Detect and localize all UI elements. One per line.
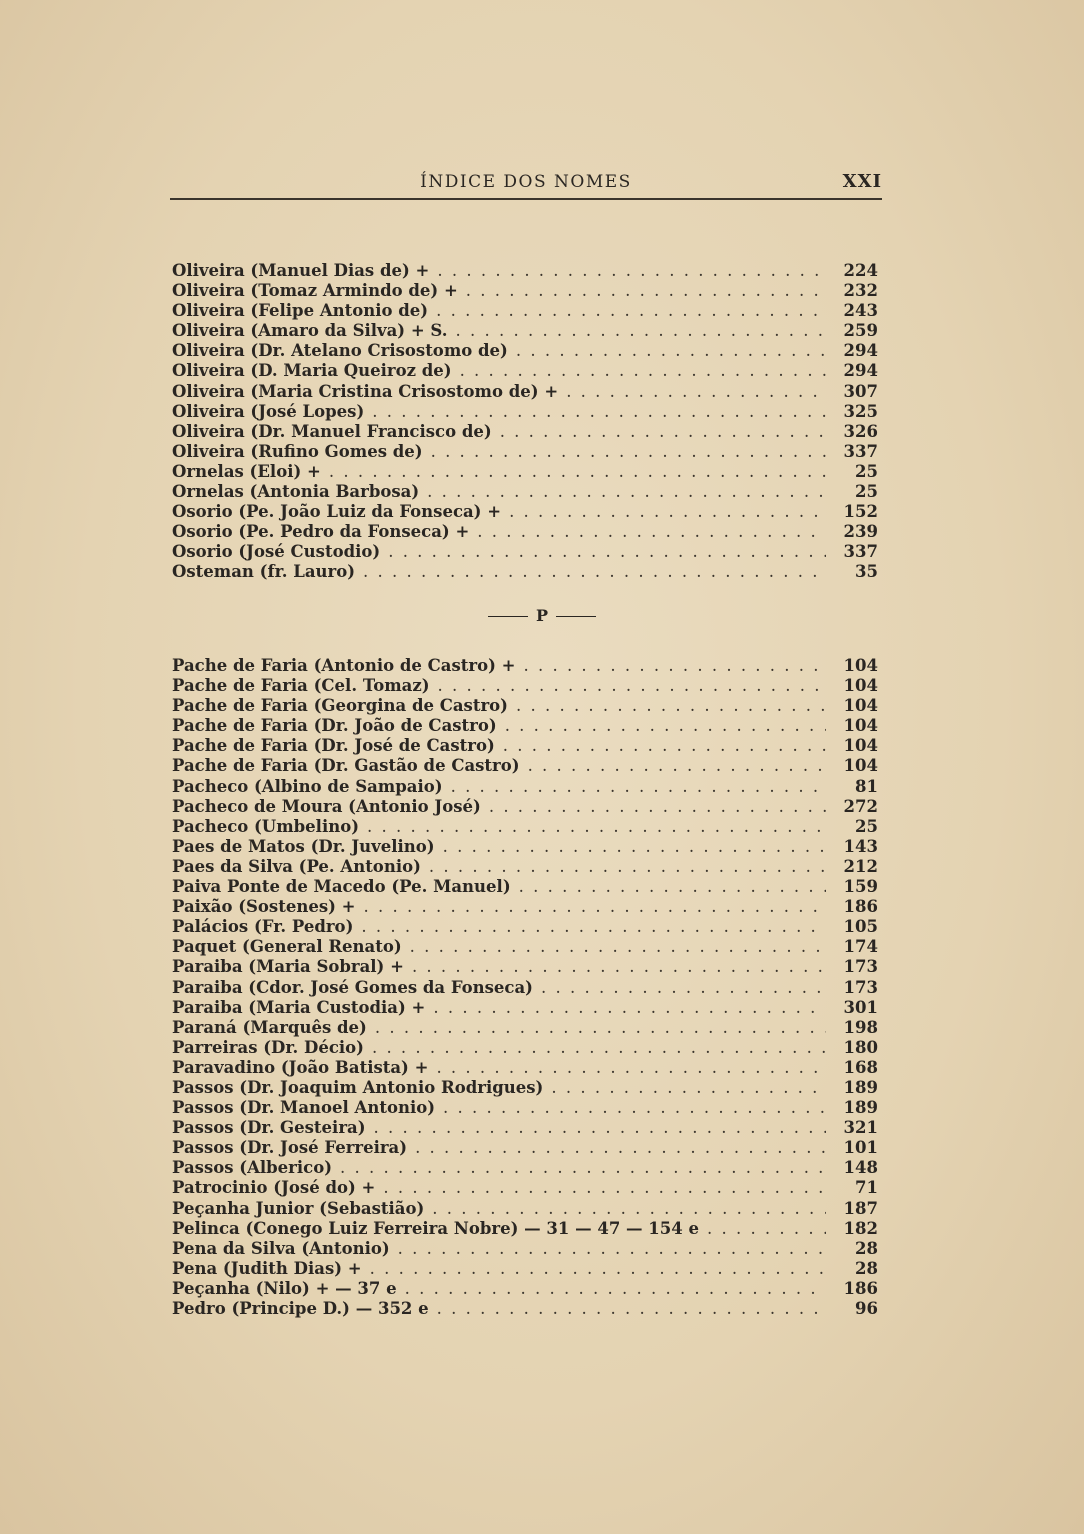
entry-name: Pache de Faria (Dr. José de Castro): [172, 736, 495, 756]
entry-name: Pache de Faria (Dr. João de Castro): [172, 716, 497, 736]
index-entry: [172, 837, 880, 857]
entry-page-number: 259: [843, 321, 878, 341]
index-entry: [172, 482, 880, 502]
dot-leader: [427, 482, 826, 502]
dot-leader: [509, 502, 826, 522]
index-entry: [172, 1098, 880, 1118]
entry-page-number: 173: [843, 957, 878, 977]
index-entry: [172, 321, 880, 341]
dot-leader: [410, 937, 826, 957]
entry-name: Paraiba (Cdor. José Gomes da Fonseca): [172, 977, 533, 997]
index-entry: [172, 1219, 880, 1239]
entry-page-number: 337: [843, 441, 878, 461]
entry-page-number: 307: [843, 381, 878, 401]
entry-name: Passos (Dr. Manoel Antonio): [172, 1098, 436, 1118]
index-entry: [172, 1118, 880, 1138]
index-entry: [172, 676, 880, 696]
index-entry: [172, 1178, 880, 1198]
index-entry: [172, 442, 880, 462]
index-entry: [172, 1279, 880, 1299]
index-entry: [172, 1138, 880, 1158]
entry-page-number: 152: [843, 502, 878, 522]
index-entry: [172, 656, 880, 676]
index-entry: [172, 462, 880, 482]
index-entry: [172, 777, 880, 797]
entry-name: Paravadino (João Batista) +: [172, 1057, 429, 1077]
dot-leader: [415, 1138, 826, 1158]
entry-page-number: 104: [843, 756, 878, 776]
entry-name: Pache de Faria (Antonio de Castro) +: [172, 656, 516, 675]
entry-name: Oliveira (Tomaz Armindo de) +: [172, 281, 458, 301]
entry-name: Pacheco (Umbelino): [172, 816, 360, 836]
entry-page-number: 272: [843, 796, 878, 816]
entry-page-number: 301: [843, 997, 878, 1017]
dot-leader: [363, 562, 826, 582]
entry-name: Paraná (Marquês de): [172, 1017, 367, 1037]
entry-page-number: 104: [843, 676, 878, 696]
index-entry: [172, 696, 880, 716]
entry-name: Pedro (Principe D.) — 352 e: [172, 1299, 429, 1318]
entry-page-number: 104: [843, 656, 878, 675]
divider-rule-left: [488, 616, 528, 617]
entry-page-number: 239: [843, 522, 878, 542]
dot-leader: [477, 522, 826, 542]
dot-leader: [437, 1299, 826, 1319]
entry-name: Paquet (General Renato): [172, 937, 402, 957]
index-entry: [172, 1199, 880, 1219]
dot-leader: [429, 857, 826, 877]
entry-name: Passos (Alberico): [172, 1158, 333, 1178]
entry-page-number: 104: [843, 716, 878, 736]
entry-page-number: 325: [843, 401, 878, 421]
entry-name: Oliveira (José Lopes): [172, 401, 365, 421]
entry-page-number: 187: [843, 1198, 878, 1218]
entry-page-number: 28: [855, 1258, 878, 1278]
entry-page-number: 321: [843, 1118, 878, 1138]
dot-leader: [503, 736, 826, 756]
entry-page-number: 294: [843, 341, 878, 361]
entry-page-number: 71: [855, 1178, 878, 1198]
entry-page-number: 326: [843, 421, 878, 441]
index-entry: [172, 1078, 880, 1098]
dot-leader: [528, 756, 826, 776]
entry-name: Pelinca (Conego Luiz Ferreira Nobre) — 31 — 47 — 154 e: [172, 1218, 699, 1238]
index-entry: [172, 341, 880, 361]
entry-page-number: 35: [855, 562, 878, 582]
entry-name: Oliveira (Rufino Gomes de): [172, 441, 423, 461]
entry-page-number: 96: [855, 1299, 878, 1318]
running-header: [170, 168, 882, 200]
entry-page-number: 25: [855, 816, 878, 836]
dot-leader: [500, 422, 826, 442]
entry-page-number: 189: [843, 1098, 878, 1118]
section-letter: P: [535, 606, 549, 625]
entry-page-number: 174: [843, 937, 878, 957]
index-entry: [172, 1038, 880, 1058]
dot-leader: [375, 1018, 826, 1038]
index-entry: [172, 562, 880, 582]
entry-name: Pache de Faria (Cel. Tomaz): [172, 676, 430, 696]
index-entry: [172, 1239, 880, 1259]
entry-name: Oliveira (Maria Cristina Crisostomo de) +: [172, 381, 559, 401]
dot-leader: [456, 321, 827, 341]
page-title: ÍNDICE DOS NOMES: [420, 172, 632, 192]
dot-leader: [489, 797, 826, 817]
index-entry: [172, 522, 880, 542]
index-entry: [172, 1058, 880, 1078]
dot-leader: [329, 462, 826, 482]
dot-leader: [374, 1118, 826, 1138]
dot-leader: [340, 1158, 826, 1178]
dot-leader: [516, 696, 826, 716]
dot-leader: [372, 1038, 826, 1058]
entry-page-number: 198: [843, 1017, 878, 1037]
entry-name: Passos (Dr. Joaquim Antonio Rodrigues): [172, 1077, 544, 1097]
index-entry: [172, 937, 880, 957]
index-entry: [172, 261, 880, 281]
entry-page-number: 104: [843, 696, 878, 716]
index-entry: [172, 422, 880, 442]
entry-name: Paraiba (Maria Custodia) +: [172, 997, 426, 1017]
index-entry: [172, 917, 880, 937]
dot-leader: [551, 1078, 826, 1098]
dot-leader: [707, 1219, 826, 1239]
entry-name: Oliveira (Dr. Manuel Francisco de): [172, 421, 492, 441]
entry-name: Oliveira (Manuel Dias de) +: [172, 261, 430, 280]
entry-name: Paiva Ponte de Macedo (Pe. Manuel): [172, 877, 511, 897]
entry-page-number: 148: [843, 1158, 878, 1178]
entry-name: Ornelas (Antonia Barbosa): [172, 482, 420, 502]
index-entry: [172, 716, 880, 736]
dot-leader: [451, 777, 826, 797]
dot-leader: [516, 341, 826, 361]
index-entry: [172, 957, 880, 977]
entry-page-number: 243: [843, 301, 878, 321]
dot-leader: [370, 1259, 826, 1279]
dot-leader: [361, 917, 826, 937]
dot-leader: [364, 897, 827, 917]
dot-leader: [431, 442, 826, 462]
index-entry: [172, 817, 880, 837]
dot-leader: [388, 542, 826, 562]
index-entry: [172, 301, 880, 321]
entry-page-number: 81: [855, 776, 878, 796]
index-section-p: [172, 656, 880, 1319]
dot-leader: [519, 877, 826, 897]
dot-leader: [466, 281, 826, 301]
entry-name: Patrocinio (José do) +: [172, 1178, 376, 1198]
dot-leader: [443, 1098, 826, 1118]
entry-page-number: 186: [843, 897, 878, 917]
index-entry: [172, 382, 880, 402]
dot-leader: [436, 301, 826, 321]
entry-name: Pena (Judith Dias) +: [172, 1258, 362, 1278]
entry-name: Pacheco (Albino de Sampaio): [172, 776, 443, 796]
entry-name: Osorio (Pe. João Luiz da Fonseca) +: [172, 502, 502, 522]
index-entry: [172, 736, 880, 756]
entry-name: Passos (Dr. José Ferreira): [172, 1138, 408, 1158]
dot-leader: [372, 402, 826, 422]
index-entry: [172, 998, 880, 1018]
dot-leader: [460, 361, 826, 381]
dot-leader: [505, 716, 826, 736]
entry-name: Passos (Dr. Gesteira): [172, 1118, 366, 1138]
dot-leader: [433, 998, 826, 1018]
dot-leader: [437, 261, 826, 281]
entry-name: Peçanha (Nilo) + — 37 e: [172, 1278, 397, 1298]
entry-name: Pache de Faria (Dr. Gastão de Castro): [172, 756, 520, 776]
index-entry: [172, 857, 880, 877]
index-entry: [172, 1018, 880, 1038]
entry-name: Pache de Faria (Georgina de Castro): [172, 696, 508, 716]
entry-page-number: 173: [843, 977, 878, 997]
index-entry: [172, 542, 880, 562]
entry-name: Ornelas (Eloi) +: [172, 461, 321, 481]
entry-page-number: 186: [843, 1278, 878, 1298]
divider-rule-right: [556, 616, 596, 617]
entry-name: Oliveira (Felipe Antonio de): [172, 301, 429, 321]
dot-leader: [398, 1239, 826, 1259]
entry-page-number: 212: [843, 856, 878, 876]
index-entry: [172, 756, 880, 776]
dot-leader: [541, 978, 826, 998]
dot-leader: [412, 957, 826, 977]
entry-page-number: 232: [843, 281, 878, 301]
entry-page-number: 337: [843, 542, 878, 562]
index-entry: [172, 502, 880, 522]
entry-page-number: 224: [843, 261, 878, 280]
dot-leader: [436, 1058, 826, 1078]
entry-page-number: 105: [843, 917, 878, 937]
entry-name: Oliveira (Amaro da Silva) + S.: [172, 321, 448, 341]
dot-leader: [438, 676, 826, 696]
dot-leader: [383, 1178, 826, 1198]
index-entry: [172, 1299, 880, 1319]
index-entry: [172, 897, 880, 917]
entry-name: Pacheco de Moura (Antonio José): [172, 796, 481, 816]
entry-name: Peçanha Junior (Sebastião): [172, 1198, 425, 1218]
entry-page-number: 25: [855, 461, 878, 481]
entry-page-number: 104: [843, 736, 878, 756]
dot-leader: [405, 1279, 826, 1299]
entry-name: Osorio (José Custodio): [172, 542, 381, 562]
index-entry: [172, 877, 880, 897]
entry-name: Parreiras (Dr. Décio): [172, 1037, 364, 1057]
index-entry: [172, 797, 880, 817]
entry-name: Paixão (Sostenes) +: [172, 897, 356, 917]
index-entry: [172, 978, 880, 998]
entry-name: Osorio (Pe. Pedro da Fonseca) +: [172, 522, 470, 542]
entry-name: Paes de Matos (Dr. Juvelino): [172, 836, 435, 856]
dot-leader: [367, 817, 826, 837]
entry-name: Paraiba (Maria Sobral) +: [172, 957, 404, 977]
index-entry: [172, 1259, 880, 1279]
entry-page-number: 168: [843, 1057, 878, 1077]
entry-name: Osteman (fr. Lauro): [172, 562, 356, 582]
entry-name: Oliveira (D. Maria Queiroz de): [172, 361, 452, 381]
entry-name: Paes da Silva (Pe. Antonio): [172, 856, 421, 876]
index-entry: [172, 1158, 880, 1178]
index-entry: [172, 281, 880, 301]
entry-page-number: 101: [843, 1138, 878, 1158]
entry-page-number: 294: [843, 361, 878, 381]
dot-leader: [523, 656, 826, 676]
entry-name: Pena da Silva (Antonio): [172, 1238, 390, 1258]
entry-page-number: 28: [855, 1238, 878, 1258]
dot-leader: [443, 837, 826, 857]
entry-page-number: 180: [843, 1037, 878, 1057]
index-entry: [172, 402, 880, 422]
entry-name: Oliveira (Dr. Atelano Crisostomo de): [172, 341, 508, 361]
entry-name: Palácios (Fr. Pedro): [172, 917, 354, 937]
page-number: XXI: [842, 171, 882, 192]
entry-page-number: 182: [843, 1218, 878, 1238]
entry-page-number: 159: [843, 877, 878, 897]
entry-page-number: 143: [843, 836, 878, 856]
entry-page-number: 25: [855, 482, 878, 502]
entry-page-number: 189: [843, 1077, 878, 1097]
index-entry: [172, 361, 880, 381]
section-divider: [0, 606, 1084, 625]
dot-leader: [566, 382, 826, 402]
dot-leader: [432, 1199, 826, 1219]
index-section-o: [172, 261, 880, 583]
